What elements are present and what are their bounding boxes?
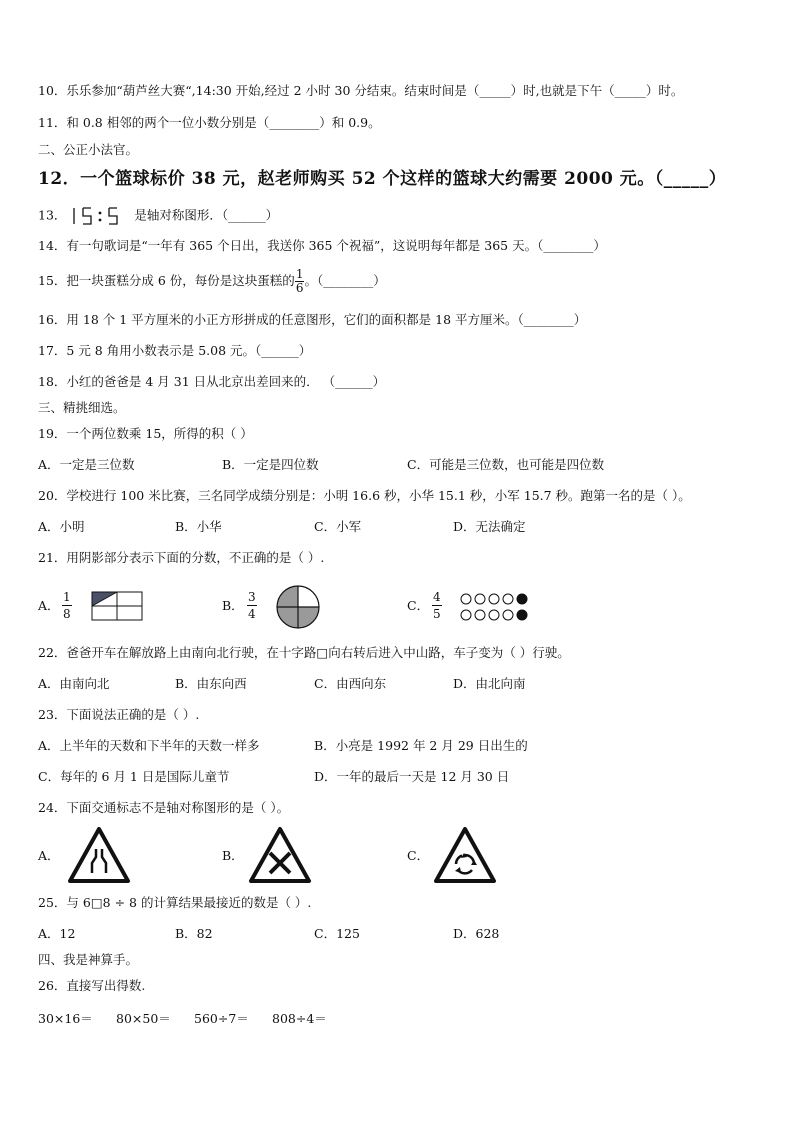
calc-item-4: 808÷4＝ [272,1011,327,1026]
question-21-option-b-label[interactable]: B． [222,598,244,613]
question-15-text-pre: 15．把一块蛋糕分成 6 份，每份是这块蛋糕的 [38,273,295,288]
fraction-numerator: 1 [63,590,71,604]
question-24-option-c-label[interactable]: C． [407,848,430,863]
question-23-option-d[interactable]: D．一年的最后一天是 12 月 30 日 [314,769,510,784]
question-13 [38,206,278,226]
question-14-text: 14．有一句歌词是“一年有 365 个日出，我送你 365 个祝福”，这说明每年都是 365 天。（________） [38,238,606,253]
section-heading-4-text: 四、我是神算手。 [38,952,139,967]
question-11-text: 11．和 0.8 相邻的两个一位小数分别是（________）和 0.9。 [38,115,381,130]
question-21-fraction-c [432,589,442,622]
question-16 [38,312,586,328]
question-11 [38,115,381,131]
question-16-text: 16．用 18 个 1 平方厘米的小正方形拼成的任意图形，它们的面积都是 18 平方厘米。（________） [38,312,587,327]
question-13-number: 13． [38,207,67,223]
fraction-denominator: 8 [63,607,71,621]
fraction-numerator: 3 [248,590,256,604]
fraction-denominator: 6 [295,281,304,295]
crossroad-sign-icon [248,826,312,884]
question-22-option-a[interactable]: A．由南向北 [38,676,110,691]
question-25 [38,895,311,911]
calc-item-2: 80×50＝ [116,1011,171,1026]
calc-item-1: 30×16＝ [38,1011,93,1026]
section-heading-3 [38,400,126,416]
question-25-text: 25．与 6□8 ÷ 8 的计算结果最接近的数是（ ）. [38,895,312,910]
question-23-option-c[interactable]: C．每年的 6 月 1 日是国际儿童节 [38,769,230,784]
question-21-fraction-b [247,589,257,622]
section-heading-4 [38,952,138,968]
question-24-text: 24．下面交通标志不是轴对称图形的是（ ）。 [38,800,290,815]
question-12-text: 12．一个篮球标价 38 元，赵老师购买 52 个这样的篮球大约需要 2000 元。（_____） [38,169,727,189]
question-22-option-d[interactable]: D．由北向南 [453,676,526,691]
question-22-option-b[interactable]: B．由东向西 [175,676,247,691]
question-10 [38,83,683,99]
question-23-option-b[interactable]: B．小亮是 1992 年 2 月 29 日出生的 [314,738,528,753]
roundabout-sign-icon [433,826,497,884]
fraction-numerator: 1 [295,267,304,281]
question-22-option-c[interactable]: C．由西向东 [314,676,387,691]
question-10-text: 10．乐乐参加“葫芦丝大赛“,14:30 开始,经过 2 小时 30 分结束。结束时间是（_____）时,也就是下午（_____）时。 [38,83,684,98]
question-17 [38,343,311,359]
question-25-option-d[interactable]: D．628 [453,926,500,941]
question-13-text: 是轴对称图形．（______） [134,207,279,223]
question-25-option-b[interactable]: B．82 [175,926,213,941]
question-17-text: 17．5 元 8 角用小数表示是 5.08 元。（______） [38,343,312,358]
question-19-option-a[interactable]: A．一定是三位数 [38,457,135,472]
question-15 [38,268,386,295]
digital-clock-figure [70,206,130,226]
question-19-text: 19．一个两位数乘 15，所得的积（ ） [38,426,253,441]
question-24-option-a-label[interactable]: A． [38,848,60,863]
question-21-text: 21．用阴影部分表示下面的分数，不正确的是（ ）. [38,550,325,565]
question-23-text: 23．下面说法正确的是（ ）. [38,707,200,722]
question-20-option-d[interactable]: D．无法确定 [453,519,526,534]
question-24 [38,800,289,816]
road-narrows-sign-icon [67,826,131,884]
question-20-option-b[interactable]: B．小华 [175,519,222,534]
question-22 [38,645,570,661]
section-heading-2 [38,142,138,158]
question-22-text: 22．爸爸开车在解放路上由南向北行驶，在十字路□向右转后进入中山路，车子变为（ ）行驶。 [38,645,570,660]
section-heading-3-text: 三、精挑细选。 [38,400,126,415]
question-20-option-c[interactable]: C．小军 [314,519,362,534]
question-18-text: 18．小红的爸爸是 4 月 31 日从北京出差回来的． （______） [38,374,386,389]
question-12 [38,171,726,187]
question-20-text: 20．学校进行 100 米比赛，三名同学成绩分别是：小明 16.6 秒，小华 15.1 秒，小军 15.7 秒。跑第一名的是（ ）。 [38,488,691,503]
section-heading-2-text: 二、公正小法官。 [38,142,139,157]
dots-figure [459,591,533,623]
question-20 [38,488,691,504]
fraction-one-sixth [295,268,305,295]
question-19 [38,426,253,442]
fraction-denominator: 5 [433,607,441,621]
calc-item-3: 560÷7＝ [194,1011,249,1026]
fraction-numerator: 4 [433,590,441,604]
question-26-text: 26．直接写出得数. [38,978,146,993]
question-14 [38,238,606,254]
question-21-fraction-a [62,589,72,622]
question-20-option-a[interactable]: A．小明 [38,519,85,534]
circle-quarters-figure [275,584,321,630]
question-26 [38,978,145,994]
question-19-option-c[interactable]: C．可能是三位数，也可能是四位数 [407,457,605,472]
question-25-option-a[interactable]: A．12 [38,926,76,941]
question-23 [38,707,199,723]
question-18 [38,374,385,390]
question-19-option-b[interactable]: B．一定是四位数 [222,457,319,472]
question-23-option-a[interactable]: A．上半年的天数和下半年的天数一样多 [38,738,260,753]
fraction-denominator: 4 [248,607,256,621]
question-15-text-post: 。（________） [304,273,386,288]
question-21-option-a-label[interactable]: A． [38,598,60,613]
question-25-option-c[interactable]: C．125 [314,926,360,941]
question-21 [38,550,324,566]
question-21-option-c-label[interactable]: C． [407,598,430,613]
question-24-option-b-label[interactable]: B． [222,848,244,863]
rectangle-grid-figure [91,591,143,621]
